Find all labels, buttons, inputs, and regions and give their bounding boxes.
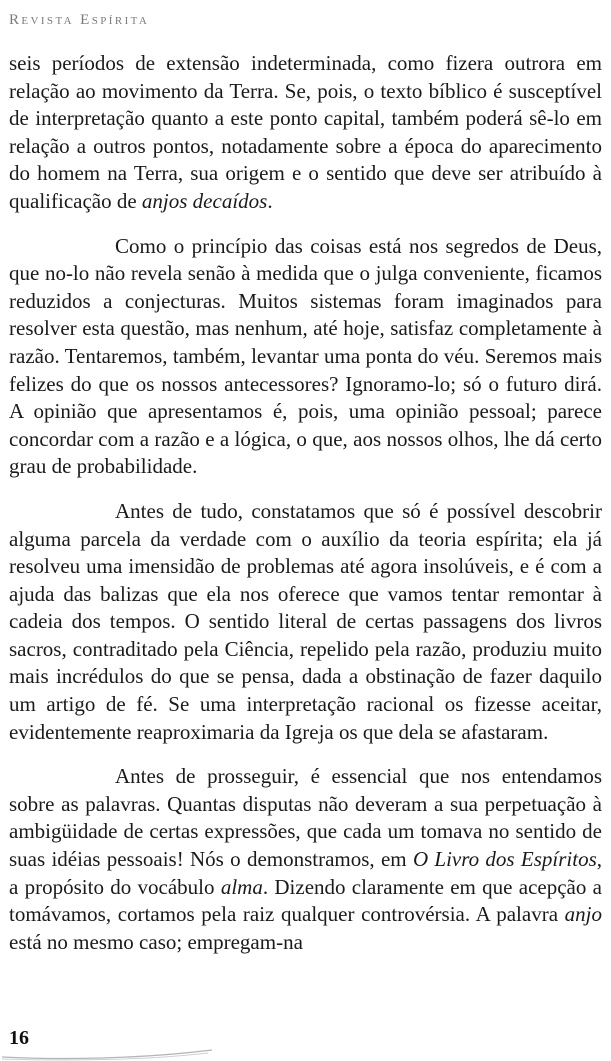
- text-segment: Como o princípio das coisas está nos segredos de Deus, que no-lo não revela senão à medida que o julga conveniente, ficamos reduzidos a conjecturas. Muitos sistemas foram imaginados para resolver esta questão, mas nenhum, até hoje, satisfaz completamente à razão. Tentaremos, também, levantar uma ponta do véu. Seremos mais felizes do que os nossos antecessores? Ignoramo-lo; só o futuro dirá. A opinião que apresentamos é, pois, uma opinião pessoal; parece concordar com a razão e a lógica, o que, aos nossos olhos, lhe dá certo grau de probabilidade.: [9, 233, 602, 479]
- book-title: O Livro dos Espíritos: [412, 847, 597, 872]
- text-segment: .: [267, 188, 273, 213]
- paragraph-2: [9, 233, 602, 481]
- paragraph-4: [9, 763, 602, 956]
- italic-term: anjos decaídos: [141, 188, 268, 213]
- text-segment: está no mesmo caso; empregam-na: [9, 929, 303, 954]
- paragraph-3: [9, 498, 602, 746]
- text-segment: seis períodos de extensão indeterminada, como fizera outrora em relação ao movimento da Terra. Se, pois, o texto bíblico é susceptível de interpretação quanto a este ponto capital, também poderá sê-lo em relação a outros pontos, notadamente sobre a época do aparecimento do homem na Terra, sua origem e o sentido que deve ser atribuído à qualificação de: [9, 51, 602, 213]
- italic-term: alma: [220, 874, 263, 899]
- page-number: 16: [9, 1027, 29, 1049]
- text-segment: , a propósito do vocábulo: [9, 847, 602, 899]
- paragraph-1: [9, 50, 602, 216]
- text-segment: . Dizendo claramente em que acepção a tomávamos, cortamos pela raiz qualquer controvérsia. A palavra: [9, 874, 602, 927]
- running-title: Revista Espírita: [9, 12, 150, 28]
- text-segment: Antes de prosseguir, é essencial que nos entendamos sobre as palavras. Quantas disputas não deveram a sua perpetuação à ambigüidade de certas expressões, que cada um tomava no sentido de suas idéias pessoais! Nós o demonstramos, em: [9, 764, 602, 872]
- body-text: [9, 50, 602, 973]
- text-segment: Antes de tudo, constatamos que só é possível descobrir alguma parcela da verdade com o auxílio da teoria espírita; ela já resolveu uma imensidão de problemas até agora insolúveis, e é com a ajuda das balizas que ela nos oferece que vamos tentar remontar à cadeia dos tempos. O sentido literal de certas passagens dos livros sacros, contraditado pela Ciência, repelido pela razão, produziu muito mais incrédulos do que se pensa, dada a obstinação de fazer daquilo um artigo de fé. Se uma interpretação racional os fizesse aceitar, evidentemente reaproximaria da Igreja os que dela se afastaram.: [9, 498, 602, 744]
- italic-term: anjo: [564, 902, 602, 927]
- folio-swoosh-ornament: [0, 1030, 220, 1061]
